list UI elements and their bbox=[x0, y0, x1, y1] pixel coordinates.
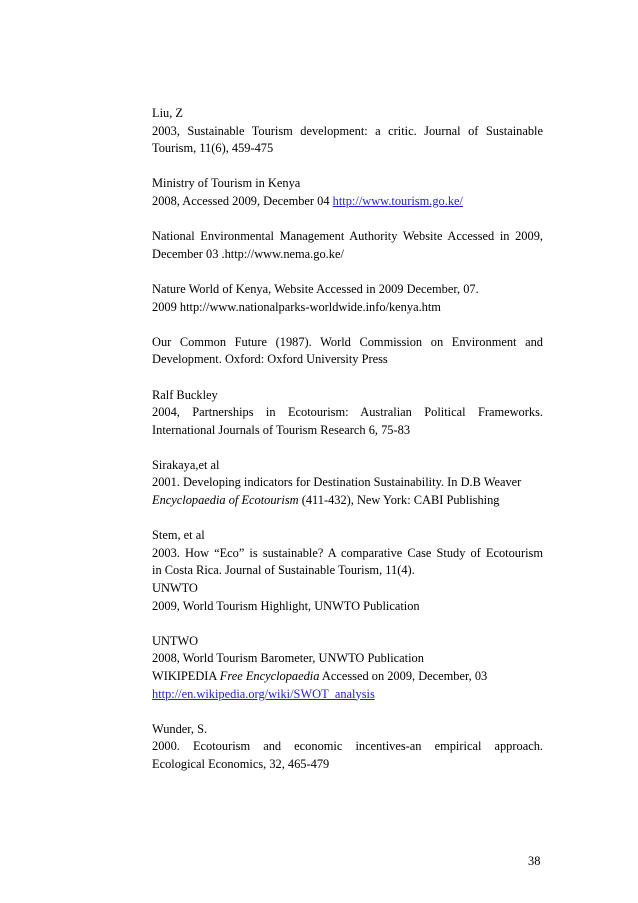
reference-stem bbox=[152, 527, 543, 580]
reference-liu bbox=[152, 105, 543, 158]
reference-access-date: 2008, Accessed 2009, December 04 bbox=[152, 193, 333, 208]
reference-citation-continued: International Journals of Tourism Research 6, 75-83 bbox=[152, 422, 411, 437]
reference-citation-continued: Tourism, 11(6), 459-475 bbox=[152, 141, 274, 156]
reference-citation-continued bbox=[152, 492, 543, 510]
reference-wikipedia bbox=[152, 668, 543, 703]
reference-author: Stem, et al bbox=[152, 528, 205, 543]
reference-author: Our Common Future (1987). World Commission on Environment and bbox=[152, 334, 543, 349]
reference-encyclopedia-title: Free Encyclopaedia bbox=[219, 669, 320, 683]
reference-citation bbox=[152, 193, 543, 211]
reference-citation: 2009, World Tourism Highlight, UNWTO Publication bbox=[152, 598, 420, 613]
reference-citation bbox=[152, 686, 543, 704]
reference-citation: 2009 http://www.nationalparks-worldwide.info/kenya.htm bbox=[152, 299, 441, 314]
reference-nema bbox=[152, 228, 543, 263]
reference-citation: 2003, Sustainable Tourism development: a critic. Journal of Sustainable bbox=[152, 123, 543, 138]
reference-citation: 2008, World Tourism Barometer, UNWTO Publication bbox=[152, 651, 424, 666]
reference-untwo bbox=[152, 633, 543, 668]
reference-access-date: Accessed on 2009, December, 03 bbox=[319, 669, 488, 683]
tourism-go-ke-link[interactable]: http://www.tourism.go.ke/ bbox=[332, 193, 463, 208]
reference-sirakaya bbox=[152, 457, 543, 510]
reference-citation: 2000. Ecotourism and economic incentives-an empirical approach. bbox=[152, 739, 543, 754]
reference-author: Ministry of Tourism in Kenya bbox=[152, 176, 301, 191]
reference-list bbox=[152, 105, 543, 791]
reference-citation: 2001. Developing indicators for Destination Sustainability. In D.B Weaver bbox=[152, 475, 522, 490]
reference-publisher: (411-432), New York: CABI Publishing bbox=[298, 493, 500, 508]
reference-citation: 2004, Partnerships in Ecotourism: Australian Political Frameworks. bbox=[152, 405, 543, 420]
reference-author: Sirakaya,et al bbox=[152, 457, 220, 472]
reference-nature-world bbox=[152, 281, 543, 316]
reference-common-future bbox=[152, 334, 543, 369]
reference-kenya-ministry bbox=[152, 175, 543, 210]
reference-author: National Environmental Management Authority Website Accessed in 2009, bbox=[152, 229, 543, 244]
reference-author: Ralf Buckley bbox=[152, 387, 218, 402]
reference-unwto bbox=[152, 580, 543, 615]
reference-citation: Development. Oxford: Oxford University Press bbox=[152, 352, 388, 367]
reference-author: Nature World of Kenya, Website Accessed in 2009 December, 07. bbox=[152, 281, 479, 296]
reference-source-name: WIKIPEDIA bbox=[152, 669, 220, 683]
reference-author bbox=[152, 668, 543, 686]
reference-citation-continued: in Costa Rica. Journal of Sustainable Tourism, 11(4). bbox=[152, 563, 415, 578]
page-number: 38 bbox=[528, 854, 541, 868]
reference-citation-continued: Ecological Economics, 32, 465-479 bbox=[152, 756, 330, 771]
reference-buckley bbox=[152, 387, 543, 440]
reference-author: UNWTO bbox=[152, 581, 198, 596]
reference-author: Liu, Z bbox=[152, 106, 183, 120]
reference-wunder bbox=[152, 721, 543, 774]
reference-author: Wunder, S. bbox=[152, 721, 208, 736]
wikipedia-swot-link[interactable]: http://en.wikipedia.org/wiki/SWOT_analysis bbox=[152, 686, 375, 701]
reference-citation: 2003. How “Eco” is sustainable? A comparative Case Study of Ecotourism bbox=[152, 545, 543, 560]
reference-author: UNTWO bbox=[152, 633, 199, 648]
reference-book-title: Encyclopaedia of Ecotourism bbox=[152, 493, 299, 508]
reference-citation: December 03 .http://www.nema.go.ke/ bbox=[152, 246, 344, 261]
